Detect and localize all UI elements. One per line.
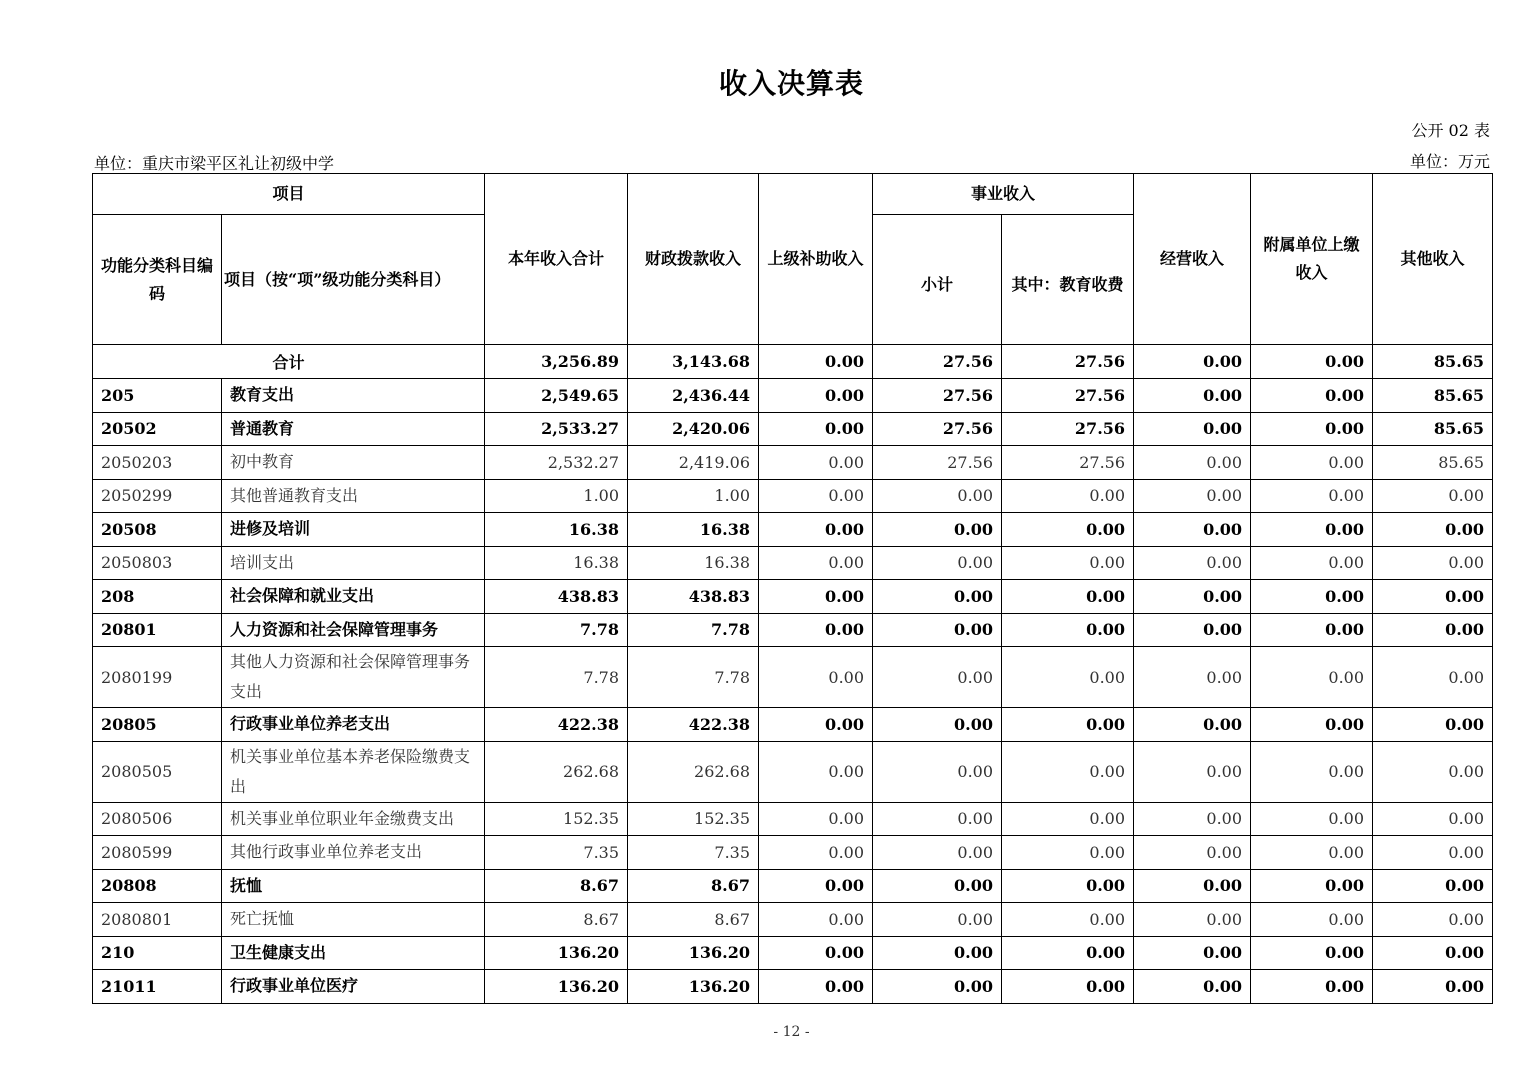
header-fiscal: 财政拨款收入 [628, 174, 759, 345]
cell: 85.65 [1373, 446, 1493, 480]
cell: 0.00 [1002, 802, 1134, 836]
cell: 438.83 [485, 580, 628, 614]
cell: 262.68 [628, 741, 759, 802]
cell: 0.00 [1134, 802, 1251, 836]
row-name: 机关事业单位职业年金缴费支出 [222, 802, 485, 836]
cell: 0.00 [1251, 345, 1373, 379]
cell: 7.78 [485, 613, 628, 647]
cell: 0.00 [873, 613, 1002, 647]
cell: 136.20 [628, 936, 759, 970]
table-row [93, 836, 1493, 870]
cell: 0.00 [1251, 802, 1373, 836]
cell: 0.00 [1251, 580, 1373, 614]
cell: 152.35 [485, 802, 628, 836]
cell: 136.20 [485, 936, 628, 970]
cell: 0.00 [1251, 708, 1373, 742]
cell: 0.00 [1002, 647, 1134, 708]
cell: 0.00 [873, 836, 1002, 870]
cell: 0.00 [1134, 903, 1251, 937]
cell: 0.00 [1002, 903, 1134, 937]
page-title: 收入决算表 [718, 67, 864, 100]
cell: 0.00 [1373, 546, 1493, 580]
cell: 0.00 [1134, 412, 1251, 446]
cell: 8.67 [628, 903, 759, 937]
cell: 0.00 [1134, 647, 1251, 708]
cell: 0.00 [1373, 741, 1493, 802]
cell: 0.00 [873, 647, 1002, 708]
table-row [93, 379, 1493, 413]
cell: 0.00 [1134, 970, 1251, 1004]
cell: 0.00 [1373, 970, 1493, 1004]
total-row [93, 345, 1493, 379]
cell: 0.00 [759, 580, 873, 614]
cell: 0.00 [1134, 936, 1251, 970]
cell: 0.00 [759, 869, 873, 903]
table-row [93, 613, 1493, 647]
cell: 0.00 [1373, 613, 1493, 647]
total-label: 合计 [93, 345, 485, 379]
row-code: 210 [93, 936, 222, 970]
row-code: 20508 [93, 513, 222, 547]
cell: 0.00 [759, 546, 873, 580]
cell: 16.38 [628, 546, 759, 580]
cell: 0.00 [873, 513, 1002, 547]
table-row [93, 970, 1493, 1004]
cell: 0.00 [1373, 580, 1493, 614]
cell: 0.00 [759, 412, 873, 446]
cell: 0.00 [1002, 936, 1134, 970]
row-name: 教育支出 [222, 379, 485, 413]
table-row [93, 741, 1493, 802]
cell: 0.00 [759, 345, 873, 379]
header-business: 事业收入 [873, 174, 1134, 215]
table-row [93, 936, 1493, 970]
row-name: 行政事业单位养老支出 [222, 708, 485, 742]
row-code: 208 [93, 580, 222, 614]
row-code: 20502 [93, 412, 222, 446]
cell: 2,419.06 [628, 446, 759, 480]
cell: 8.67 [485, 903, 628, 937]
cell: 0.00 [1134, 513, 1251, 547]
cell: 0.00 [1373, 708, 1493, 742]
row-code: 20805 [93, 708, 222, 742]
cell: 0.00 [759, 379, 873, 413]
cell: 0.00 [1002, 479, 1134, 513]
cell: 0.00 [1251, 647, 1373, 708]
row-name: 其他行政事业单位养老支出 [222, 836, 485, 870]
page-number: - 12 - [773, 1024, 810, 1040]
cell: 16.38 [628, 513, 759, 547]
row-name: 死亡抚恤 [222, 903, 485, 937]
row-name: 人力资源和社会保障管理事务 [222, 613, 485, 647]
cell: 0.00 [1134, 613, 1251, 647]
cell: 3,256.89 [485, 345, 628, 379]
cell: 0.00 [759, 613, 873, 647]
cell: 0.00 [873, 869, 1002, 903]
cell: 0.00 [1002, 580, 1134, 614]
row-code: 2080599 [93, 836, 222, 870]
cell: 0.00 [759, 970, 873, 1004]
cell: 85.65 [1373, 379, 1493, 413]
cell: 0.00 [759, 802, 873, 836]
cell: 438.83 [628, 580, 759, 614]
cell: 27.56 [1002, 412, 1134, 446]
row-code: 20808 [93, 869, 222, 903]
row-code: 2080506 [93, 802, 222, 836]
cell: 0.00 [873, 741, 1002, 802]
cell: 0.00 [759, 903, 873, 937]
table-row [93, 647, 1493, 708]
cell: 2,436.44 [628, 379, 759, 413]
cell: 0.00 [1251, 903, 1373, 937]
header-other: 其他收入 [1373, 174, 1493, 345]
cell: 0.00 [759, 479, 873, 513]
row-name: 培训支出 [222, 546, 485, 580]
cell: 85.65 [1373, 412, 1493, 446]
cell: 1.00 [485, 479, 628, 513]
row-name: 卫生健康支出 [222, 936, 485, 970]
cell: 2,532.27 [485, 446, 628, 480]
row-name: 抚恤 [222, 869, 485, 903]
cell: 0.00 [1134, 446, 1251, 480]
cell: 0.00 [873, 936, 1002, 970]
form-number: 公开 02 表 [1411, 121, 1490, 140]
cell: 0.00 [1373, 836, 1493, 870]
cell: 27.56 [873, 379, 1002, 413]
row-name: 进修及培训 [222, 513, 485, 547]
cell: 0.00 [1373, 869, 1493, 903]
currency-unit: 单位：万元 [1409, 152, 1490, 171]
cell: 0.00 [1373, 479, 1493, 513]
table-row [93, 869, 1493, 903]
cell: 27.56 [873, 345, 1002, 379]
cell: 0.00 [1002, 836, 1134, 870]
cell: 0.00 [1134, 708, 1251, 742]
table-row [93, 903, 1493, 937]
cell: 0.00 [759, 936, 873, 970]
row-name: 其他人力资源和社会保障管理事务支出 [222, 647, 485, 708]
table-row [93, 802, 1493, 836]
row-name: 初中教育 [222, 446, 485, 480]
cell: 422.38 [628, 708, 759, 742]
cell: 0.00 [1373, 903, 1493, 937]
cell: 0.00 [1134, 479, 1251, 513]
header-func-code: 功能分类科目编码 [93, 215, 222, 345]
cell: 0.00 [1251, 869, 1373, 903]
header-superior: 上级补助收入 [759, 174, 873, 345]
row-name: 社会保障和就业支出 [222, 580, 485, 614]
cell: 0.00 [1373, 936, 1493, 970]
row-name: 其他普通教育支出 [222, 479, 485, 513]
cell: 27.56 [1002, 446, 1134, 480]
cell: 0.00 [759, 741, 873, 802]
cell: 0.00 [873, 970, 1002, 1004]
header-project: 项目 [93, 174, 485, 215]
cell: 0.00 [1251, 446, 1373, 480]
cell: 422.38 [485, 708, 628, 742]
row-name: 机关事业单位基本养老保险缴费支出 [222, 741, 485, 802]
cell: 0.00 [873, 708, 1002, 742]
cell: 0.00 [1134, 869, 1251, 903]
cell: 0.00 [1251, 936, 1373, 970]
cell: 0.00 [1002, 708, 1134, 742]
cell: 0.00 [1002, 970, 1134, 1004]
cell: 0.00 [1134, 741, 1251, 802]
income-table [92, 173, 1493, 1004]
cell: 2,549.65 [485, 379, 628, 413]
cell: 0.00 [1002, 613, 1134, 647]
header-edu-fee: 其中：教育收费 [1002, 215, 1134, 345]
row-code: 20801 [93, 613, 222, 647]
table-row [93, 513, 1493, 547]
cell: 0.00 [873, 580, 1002, 614]
row-code: 21011 [93, 970, 222, 1004]
header-affiliated: 附属单位上缴收入 [1251, 174, 1373, 345]
cell: 0.00 [1251, 379, 1373, 413]
cell: 0.00 [873, 903, 1002, 937]
cell: 0.00 [1251, 970, 1373, 1004]
cell: 16.38 [485, 546, 628, 580]
row-code: 2050203 [93, 446, 222, 480]
table-row [93, 546, 1493, 580]
table-row [93, 412, 1493, 446]
cell: 1.00 [628, 479, 759, 513]
cell: 0.00 [1002, 546, 1134, 580]
cell: 7.78 [485, 647, 628, 708]
row-code: 2050299 [93, 479, 222, 513]
cell: 2,420.06 [628, 412, 759, 446]
table-row [93, 708, 1493, 742]
cell: 7.78 [628, 613, 759, 647]
table-row [93, 479, 1493, 513]
cell: 0.00 [1251, 412, 1373, 446]
cell: 27.56 [873, 446, 1002, 480]
table-row [93, 446, 1493, 480]
cell: 7.78 [628, 647, 759, 708]
cell: 27.56 [1002, 379, 1134, 413]
row-name: 普通教育 [222, 412, 485, 446]
cell: 8.67 [485, 869, 628, 903]
header-item-name: 项目（按“项”级功能分类科目） [222, 215, 485, 345]
cell: 0.00 [1002, 741, 1134, 802]
cell: 3,143.68 [628, 345, 759, 379]
cell: 0.00 [1373, 802, 1493, 836]
cell: 8.67 [628, 869, 759, 903]
cell: 0.00 [873, 479, 1002, 513]
cell: 27.56 [1002, 345, 1134, 379]
header-subtotal: 小计 [873, 215, 1002, 345]
cell: 0.00 [1373, 513, 1493, 547]
cell: 0.00 [1251, 513, 1373, 547]
cell: 152.35 [628, 802, 759, 836]
row-code: 2080505 [93, 741, 222, 802]
unit-name: 单位：重庆市梁平区礼让初级中学 [94, 154, 335, 173]
cell: 136.20 [628, 970, 759, 1004]
cell: 0.00 [1251, 546, 1373, 580]
row-code: 2080801 [93, 903, 222, 937]
row-code: 2080199 [93, 647, 222, 708]
cell: 0.00 [1251, 613, 1373, 647]
cell: 0.00 [1251, 741, 1373, 802]
cell: 85.65 [1373, 345, 1493, 379]
row-code: 2050803 [93, 546, 222, 580]
cell: 0.00 [759, 513, 873, 547]
cell: 27.56 [873, 412, 1002, 446]
row-code: 205 [93, 379, 222, 413]
header-total: 本年收入合计 [485, 174, 628, 345]
cell: 136.20 [485, 970, 628, 1004]
cell: 0.00 [759, 836, 873, 870]
cell: 0.00 [1002, 513, 1134, 547]
cell: 0.00 [1134, 546, 1251, 580]
cell: 2,533.27 [485, 412, 628, 446]
cell: 0.00 [759, 446, 873, 480]
cell: 0.00 [759, 708, 873, 742]
cell: 262.68 [485, 741, 628, 802]
cell: 16.38 [485, 513, 628, 547]
cell: 0.00 [1134, 379, 1251, 413]
cell: 0.00 [873, 802, 1002, 836]
cell: 0.00 [1251, 479, 1373, 513]
cell: 7.35 [485, 836, 628, 870]
cell: 0.00 [1134, 836, 1251, 870]
header-operating: 经营收入 [1134, 174, 1251, 345]
cell: 0.00 [1002, 869, 1134, 903]
cell: 0.00 [1373, 647, 1493, 708]
table-row [93, 580, 1493, 614]
row-name: 行政事业单位医疗 [222, 970, 485, 1004]
cell: 0.00 [873, 546, 1002, 580]
cell: 7.35 [628, 836, 759, 870]
cell: 0.00 [1251, 836, 1373, 870]
cell: 0.00 [759, 647, 873, 708]
cell: 0.00 [1134, 345, 1251, 379]
cell: 0.00 [1134, 580, 1251, 614]
